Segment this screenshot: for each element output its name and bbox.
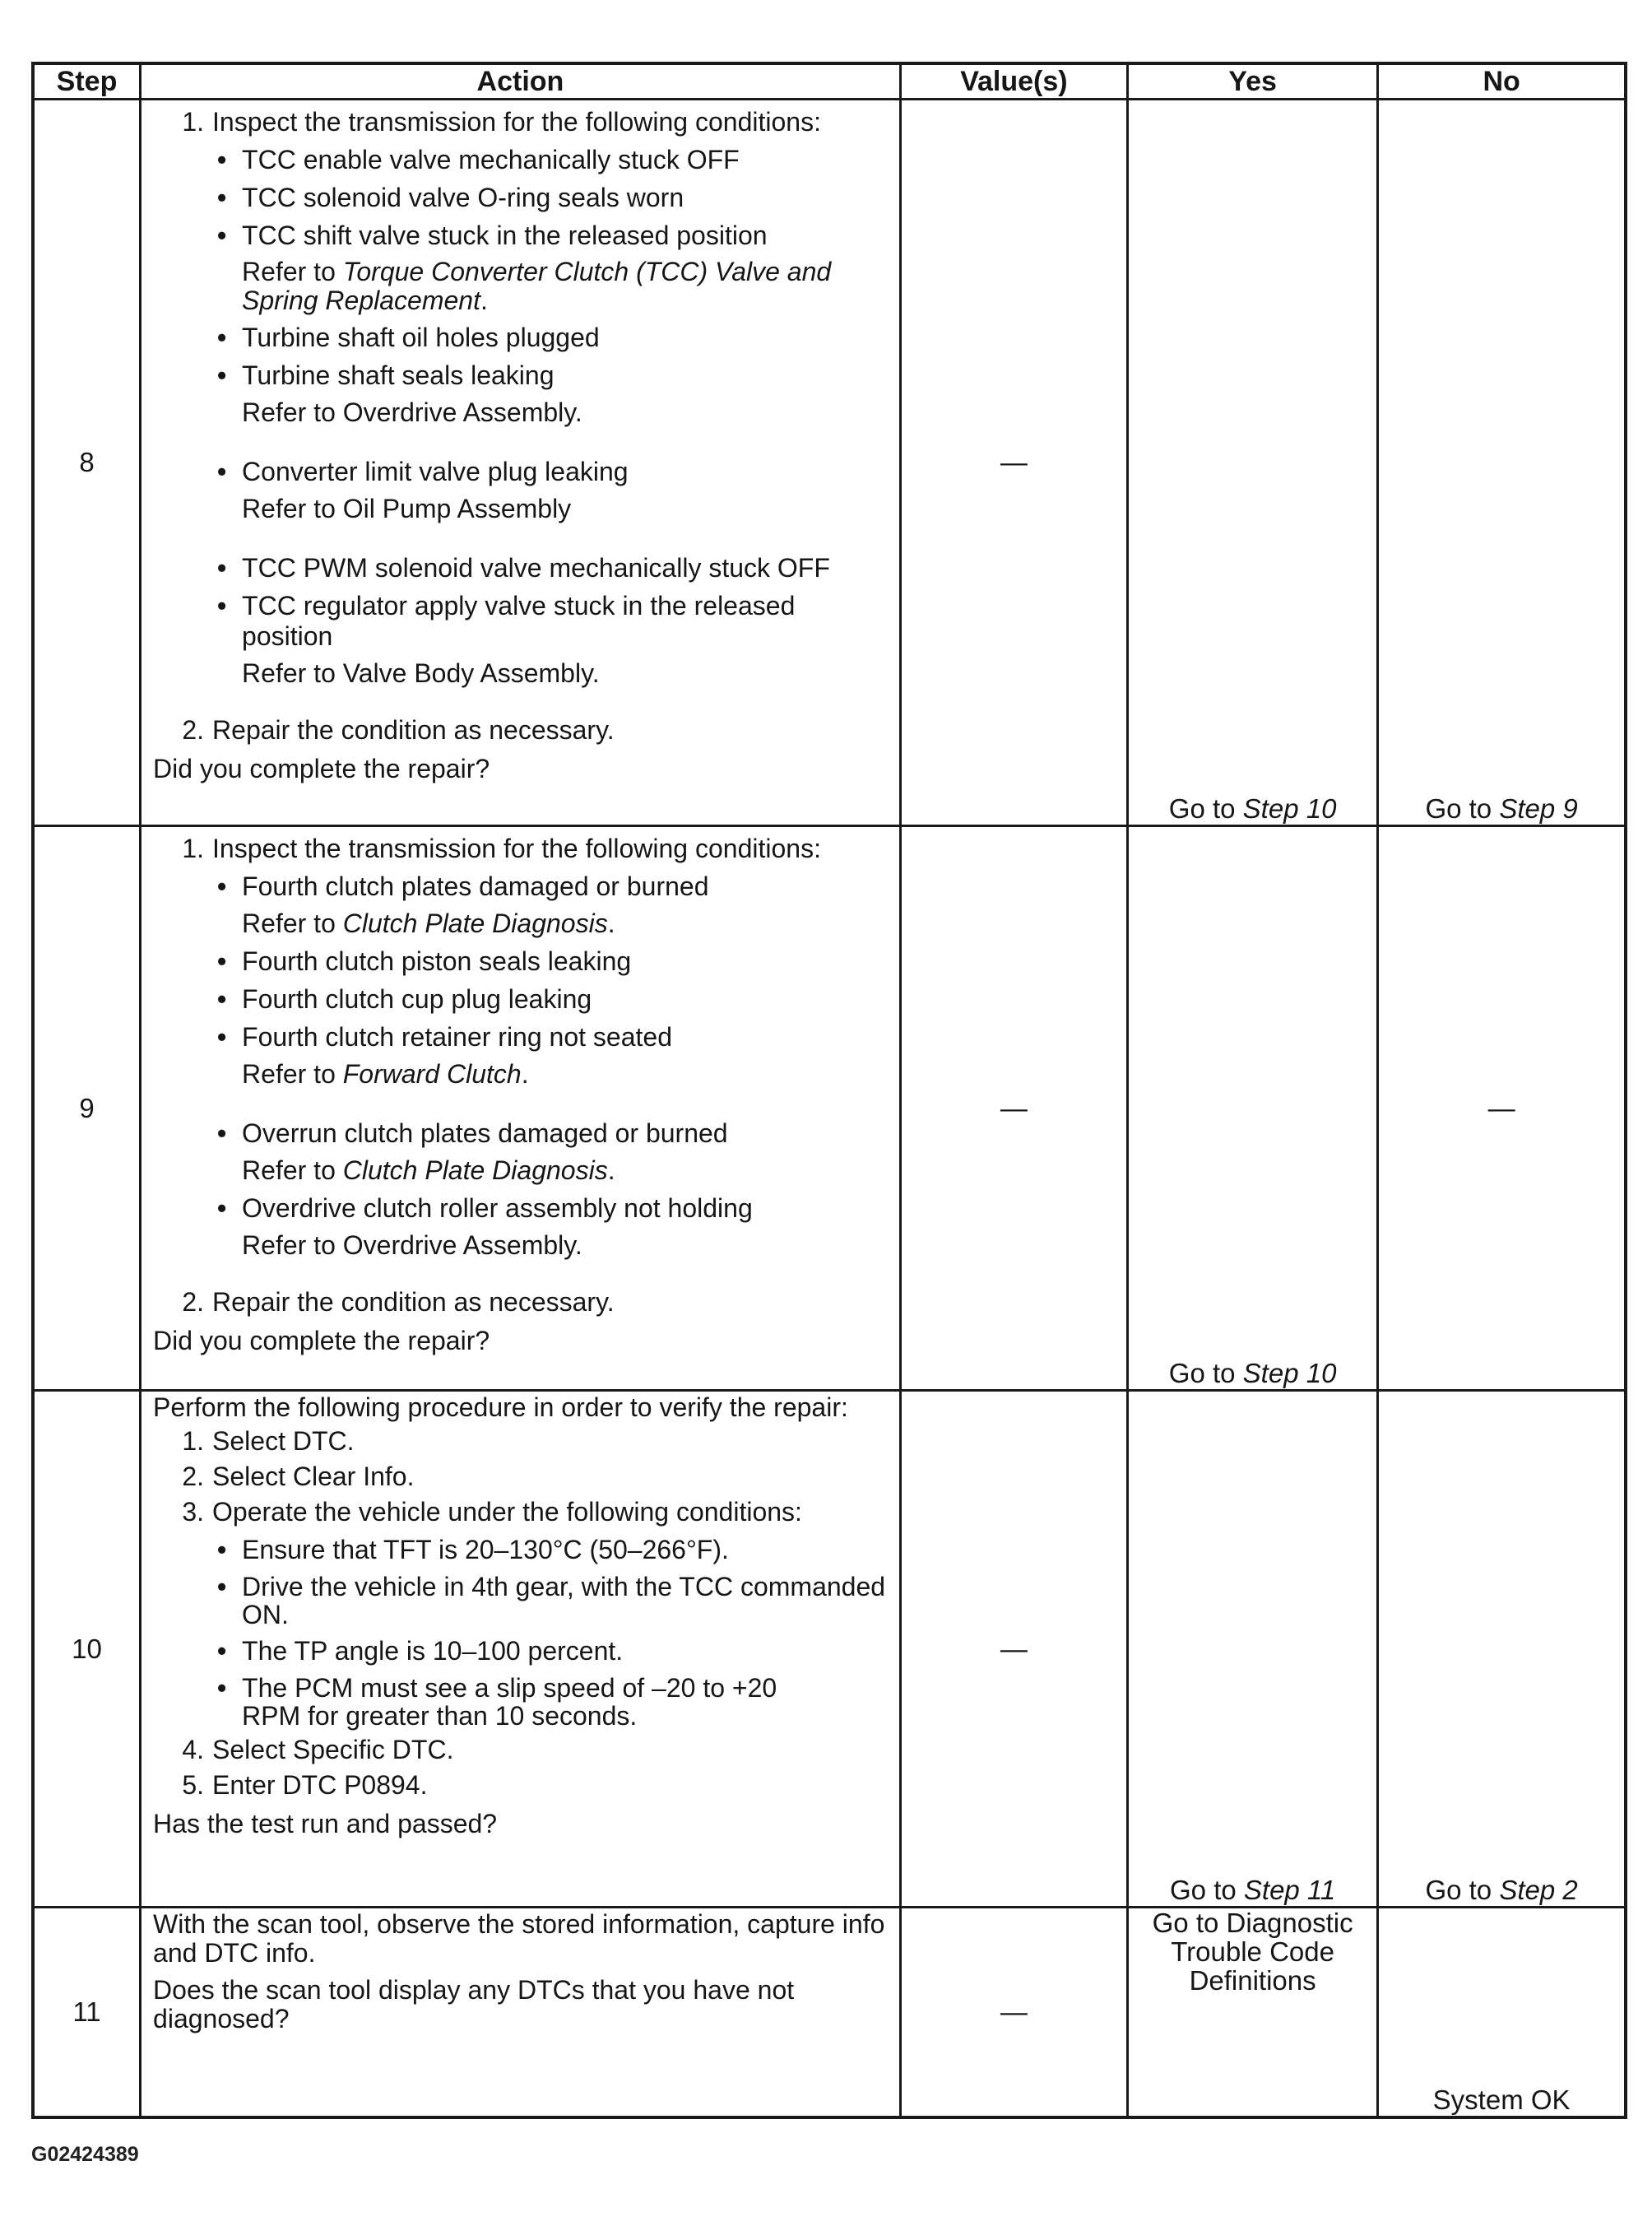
action-question: Does the scan tool display any DTCs that you have not diagnosed? xyxy=(153,1975,795,2034)
header-step: Step xyxy=(33,63,141,100)
step-link: Step 9 xyxy=(1499,793,1578,825)
step-link: Step 10 xyxy=(1242,793,1337,825)
condition-bullet: • Turbine shaft seals leaking xyxy=(217,360,555,390)
header-action: Action xyxy=(141,63,901,100)
no-cell: Go to Step 9 xyxy=(1378,100,1626,826)
condition-bullet: • TCC PWM solenoid valve mechanically stuck OFF xyxy=(217,553,830,583)
no-cell: Go to Step 2 xyxy=(1378,1391,1626,1908)
action-item: 2. Repair the condition as necessary. xyxy=(182,1287,615,1318)
condition-bullet: • The TP angle is 10–100 percent. xyxy=(217,1636,624,1666)
value-cell: — xyxy=(900,1908,1127,2117)
reference-text: Refer to Clutch Plate Diagnosis. xyxy=(242,1155,615,1186)
yes-cell: Go to Diagnostic Trouble Code Definitions xyxy=(1127,1908,1377,2117)
step-number: 9 xyxy=(33,826,141,1391)
condition-bullet: • The PCM must see a slip speed of –20 to +20 RPM for greater than 10 seconds. xyxy=(217,1673,777,1731)
step-number: 10 xyxy=(33,1391,141,1908)
action-item: 5. Enter DTC P0894. xyxy=(182,1770,428,1801)
condition-bullet: • Turbine shaft oil holes plugged xyxy=(217,323,600,352)
action-cell xyxy=(141,1908,901,2117)
condition-bullet: • Fourth clutch plates damaged or burned xyxy=(217,871,709,902)
value-cell: — xyxy=(900,100,1127,826)
value-cell: — xyxy=(900,826,1127,1391)
condition-bullet: • Fourth clutch cup plug leaking xyxy=(217,984,592,1015)
condition-bullet: • Converter limit valve plug leaking xyxy=(217,457,629,486)
header-values: Value(s) xyxy=(900,63,1127,100)
reference-text: Refer to Oil Pump Assembly xyxy=(242,494,572,523)
header-row xyxy=(33,63,1626,100)
step-link: Step 10 xyxy=(1242,1358,1337,1389)
action-cell xyxy=(141,100,901,826)
action-question: Did you complete the repair? xyxy=(153,754,490,783)
action-item: 2. Repair the condition as necessary. xyxy=(182,715,615,745)
no-cell: — xyxy=(1378,826,1626,1391)
header-no: No xyxy=(1378,63,1626,100)
action-item: 2. Select Clear Info. xyxy=(182,1462,415,1492)
reference-text: Refer to Torque Converter Clutch (TCC) Valve and Spring Replacement. xyxy=(242,257,832,315)
table-row xyxy=(33,1391,1626,1908)
value-cell: — xyxy=(900,1391,1127,1908)
header-yes: Yes xyxy=(1127,63,1377,100)
action-item: 1. Select DTC. xyxy=(182,1426,355,1457)
no-cell: System OK xyxy=(1378,1908,1626,2117)
action-item: 3. Operate the vehicle under the following conditions: xyxy=(182,1497,802,1527)
yes-cell: Go to Step 11 xyxy=(1127,1391,1377,1908)
step-number: 11 xyxy=(33,1908,141,2117)
condition-bullet: • TCC enable valve mechanically stuck OFF xyxy=(217,145,740,174)
step-link: Step 2 xyxy=(1499,1875,1578,1906)
condition-bullet: • Overrun clutch plates damaged or burned xyxy=(217,1118,728,1149)
reference-text: Refer to Overdrive Assembly. xyxy=(242,397,582,427)
yes-cell: Go to Step 10 xyxy=(1127,100,1377,826)
diagnostic-table xyxy=(31,62,1627,2119)
action-item: 1. Inspect the transmission for the following conditions: xyxy=(182,834,821,864)
action-question: Did you complete the repair? xyxy=(153,1326,490,1356)
action-cell xyxy=(141,1391,901,1908)
yes-cell: Go to Step 10 xyxy=(1127,826,1377,1391)
condition-bullet: • TCC solenoid valve O-ring seals worn xyxy=(217,183,684,212)
action-cell xyxy=(141,826,901,1391)
reference-text: Refer to Forward Clutch. xyxy=(242,1059,529,1090)
action-question: Has the test run and passed? xyxy=(153,1809,498,1839)
reference-text: Refer to Overdrive Assembly. xyxy=(242,1230,582,1261)
step-number: 8 xyxy=(33,100,141,826)
condition-bullet: • Fourth clutch retainer ring not seated xyxy=(217,1022,672,1053)
step-link: Step 11 xyxy=(1243,1875,1336,1906)
table-row xyxy=(33,826,1626,1391)
condition-bullet: • Drive the vehicle in 4th gear, with the TCC commanded ON. xyxy=(217,1572,886,1630)
figure-code: G02424389 xyxy=(31,2143,139,2166)
condition-bullet: • TCC regulator apply valve stuck in the released position xyxy=(217,591,796,651)
condition-bullet: • Ensure that TFT is 20–130°C (50–266°F). xyxy=(217,1535,729,1565)
table-row xyxy=(33,100,1626,826)
table-row xyxy=(33,1908,1626,2117)
condition-bullet: • Fourth clutch piston seals leaking xyxy=(217,946,632,977)
reference-text: Refer to Valve Body Assembly. xyxy=(242,658,600,688)
action-item: 1. Inspect the transmission for the following conditions: xyxy=(182,107,821,137)
action-instruction: With the scan tool, observe the stored information, capture info and DTC info. xyxy=(153,1909,885,1968)
condition-bullet: • TCC shift valve stuck in the released position xyxy=(217,221,768,250)
action-item: 4. Select Specific DTC. xyxy=(182,1735,454,1765)
condition-bullet: • Overdrive clutch roller assembly not holding xyxy=(217,1193,753,1224)
reference-text: Refer to Clutch Plate Diagnosis. xyxy=(242,909,615,939)
procedure-intro: Perform the following procedure in order to verify the repair: xyxy=(153,1392,848,1423)
